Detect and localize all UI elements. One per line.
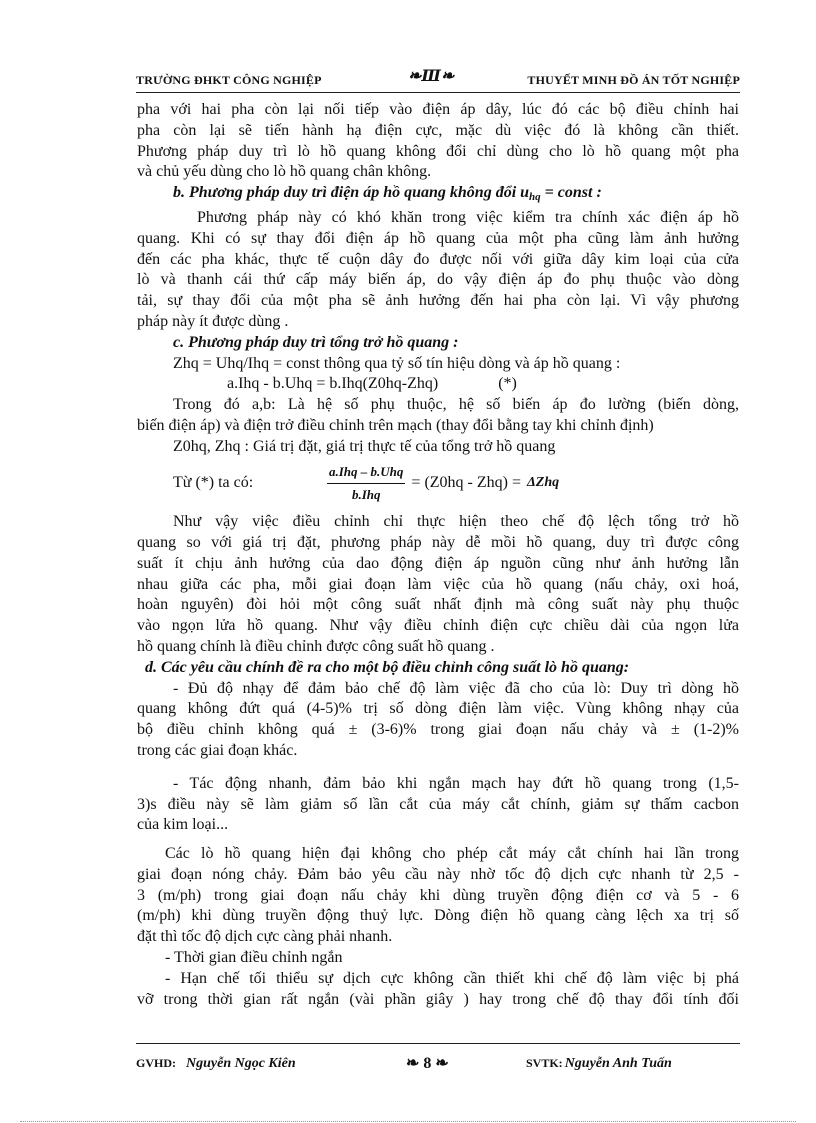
header-school: TRƯỜNG ĐHKT CÔNG NGHIỆP bbox=[136, 73, 322, 87]
page-header bbox=[136, 66, 740, 93]
formula-z0-definition: Z0hq, Zhq : Giá trị đặt, giá trị thực tế của tổng trở hồ quang bbox=[173, 437, 556, 455]
section-heading-c: c. Phương pháp duy trì tổng trở hồ quang : bbox=[173, 333, 459, 351]
text-line: vỡ trong thời gian rất ngắn (vài phần giây ) hay trong chế độ thay đổi tính đối bbox=[137, 990, 739, 1008]
page-body bbox=[137, 100, 739, 1010]
header-ornament-icon: ❧Ⅲ❧ bbox=[408, 68, 455, 85]
text-line: và chủ yếu dùng cho lò hồ quang chân không. bbox=[137, 163, 432, 181]
text-line: Các lò hồ quang hiện đại không cho phép cắt máy cắt chính hai lần trong bbox=[165, 845, 739, 863]
text-line: pha còn lại sẽ tiến hành hạ điện cực, mặc dù việc đó là không cần thiết. bbox=[137, 121, 739, 139]
text-line: quang. Khi có sự thay đổi điện áp hồ quang của một pha cũng làm ảnh hưởng bbox=[137, 229, 739, 247]
formula-delta: ΔZhq bbox=[527, 475, 560, 491]
section-heading-b: b. Phương pháp duy trì điện áp hồ quang không đổi uhq = const : bbox=[173, 184, 602, 204]
text-line: - Hạn chế tối thiểu sự dịch cực không cần thiết khi chế độ làm việc bị phá bbox=[165, 969, 739, 987]
text-line: 3 (m/ph) trong giai đoạn nấu chảy khi dùng truyền động điện cơ và 5 - 6 bbox=[137, 886, 739, 904]
text-line: hồ quang chính là điều chỉnh được công suất hồ quang . bbox=[137, 637, 495, 655]
text-line: - Tác động nhanh, đảm bảo khi ngắn mạch hay đứt hồ quang trong (1,5- bbox=[173, 774, 739, 792]
text-line: vào ngọn lửa hồ quang. Như vậy điều chỉnh điện cực chiều dài của ngọn lửa bbox=[137, 617, 739, 635]
formula-derivation bbox=[137, 462, 739, 507]
text-line: Phương pháp duy trì lò hồ quang không đổi chỉ dùng cho lò hồ quang một pha bbox=[137, 142, 739, 160]
text-line: pháp này ít được dùng . bbox=[137, 312, 289, 330]
formula-fraction bbox=[327, 462, 405, 507]
text-line: - Thời gian điều chỉnh ngắn bbox=[165, 949, 343, 967]
text-line: Phương pháp này có khó khăn trong việc kiểm tra chính xác điện áp hồ bbox=[197, 208, 739, 226]
text-line: pha với hai pha còn lại nối tiếp vào điện áp dây, lúc đó các bộ điều chỉnh hai bbox=[137, 101, 739, 118]
text-line: lò và thanh cái thứ cấp máy biến áp, do vậy điện áp đo phụ thuộc vào dòng bbox=[137, 271, 739, 289]
page-edge-divider bbox=[20, 1121, 796, 1122]
fraction-denominator: b.Ihq bbox=[351, 487, 381, 503]
text-line: đến các pha khác, thực tế cuộn dây đo được nối với giữa dây kim loại của cửa bbox=[137, 250, 739, 268]
text-line: Như vậy việc điều chỉnh chỉ thực hiện theo chế độ lệch tổng trở hồ bbox=[173, 513, 739, 531]
text-line: đặt thì tốc độ dịch cực càng phải nhanh. bbox=[137, 928, 393, 946]
header-doc-title: THUYẾT MINH ĐỒ ÁN TỐT NGHIỆP bbox=[527, 73, 740, 87]
page-footer bbox=[136, 1043, 740, 1072]
text-line: bộ điều chỉnh không quá ± (3-6)% trong giai đoạn nấu chảy và ± (1-2)% bbox=[137, 721, 739, 739]
text-line: tải, sự thay đổi của một pha sẽ ảnh hưởng đến hai pha còn lại. Vì vậy phương bbox=[137, 292, 739, 310]
fraction-numerator: a.Ihq – b.Uhq bbox=[327, 462, 405, 485]
text-line: nhau giữa các pha, mỗi giai đoạn làm việc của hồ quang (nấu chảy, oxi hoá, bbox=[137, 575, 739, 593]
text-line: hoàn nguyên) đòi hỏi một công suất nhất định mà công suất này phụ thuộc bbox=[137, 596, 739, 614]
text-line: quang không đứt quá (4-5)% trị số dòng điện làm việc. Vùng không nhạy của bbox=[137, 700, 739, 718]
text-line: quang so với giá trị đặt, phương pháp này dễ mồi hồ quang, duy trì được công bbox=[137, 533, 739, 551]
text-line: (m/ph) khi dùng truyền động thuỷ lực. Dòng điện hồ quang càng lệch xa trị số bbox=[137, 907, 739, 925]
formula-middle: = (Z0hq - Zhq) = bbox=[411, 474, 521, 492]
footer-student: SVTK: Nguyễn Anh Tuấn bbox=[526, 1056, 672, 1071]
text-line: - Đủ độ nhạy để đảm bảo chế độ làm việc đã cho của lò: Duy trì dòng hồ bbox=[173, 679, 739, 697]
text-line: Trong đó a,b: Là hệ số phụ thuộc, hệ số biến áp đo lường (biến dòng, bbox=[173, 396, 739, 414]
text-line: của kim loại... bbox=[137, 816, 229, 834]
formula-lead: Từ (*) ta có: bbox=[173, 474, 254, 492]
page-number: ❧ 8 ❧ bbox=[406, 1055, 449, 1072]
text-line: biến điện áp) và điện trở điều chỉnh trên mạch (thay đổi bằng tay khi chỉnh định) bbox=[137, 416, 654, 434]
text-line: suất ít chịu ảnh hưởng của dao động điện áp nguồn cũng như ảnh hưởng lẫn bbox=[137, 554, 739, 572]
text-line: trong các giai đoạn khác. bbox=[137, 741, 298, 759]
footer-supervisor: GVHD: Nguyễn Ngọc Kiên bbox=[136, 1056, 296, 1071]
formula-equation: a.Ihq - b.Uhq = b.Ihq(Z0hq-Zhq) (*) bbox=[227, 375, 517, 393]
formula-z-definition: Zhq = Uhq/Ihq = const thông qua tỷ số tín hiệu dòng và áp hồ quang : bbox=[173, 354, 621, 372]
text-line: 3)s điều này sẽ làm giảm số lần cắt của máy cắt chính, giảm sự thấm cacbon bbox=[137, 795, 739, 813]
section-heading-d: d. Các yêu cầu chính đề ra cho một bộ điều chỉnh công suất lò hồ quang: bbox=[145, 658, 630, 676]
text-line: giai đoạn nóng chảy. Đảm bảo yêu cầu này nhờ tốc độ dịch cực nhanh từ 2,5 - bbox=[137, 865, 739, 883]
